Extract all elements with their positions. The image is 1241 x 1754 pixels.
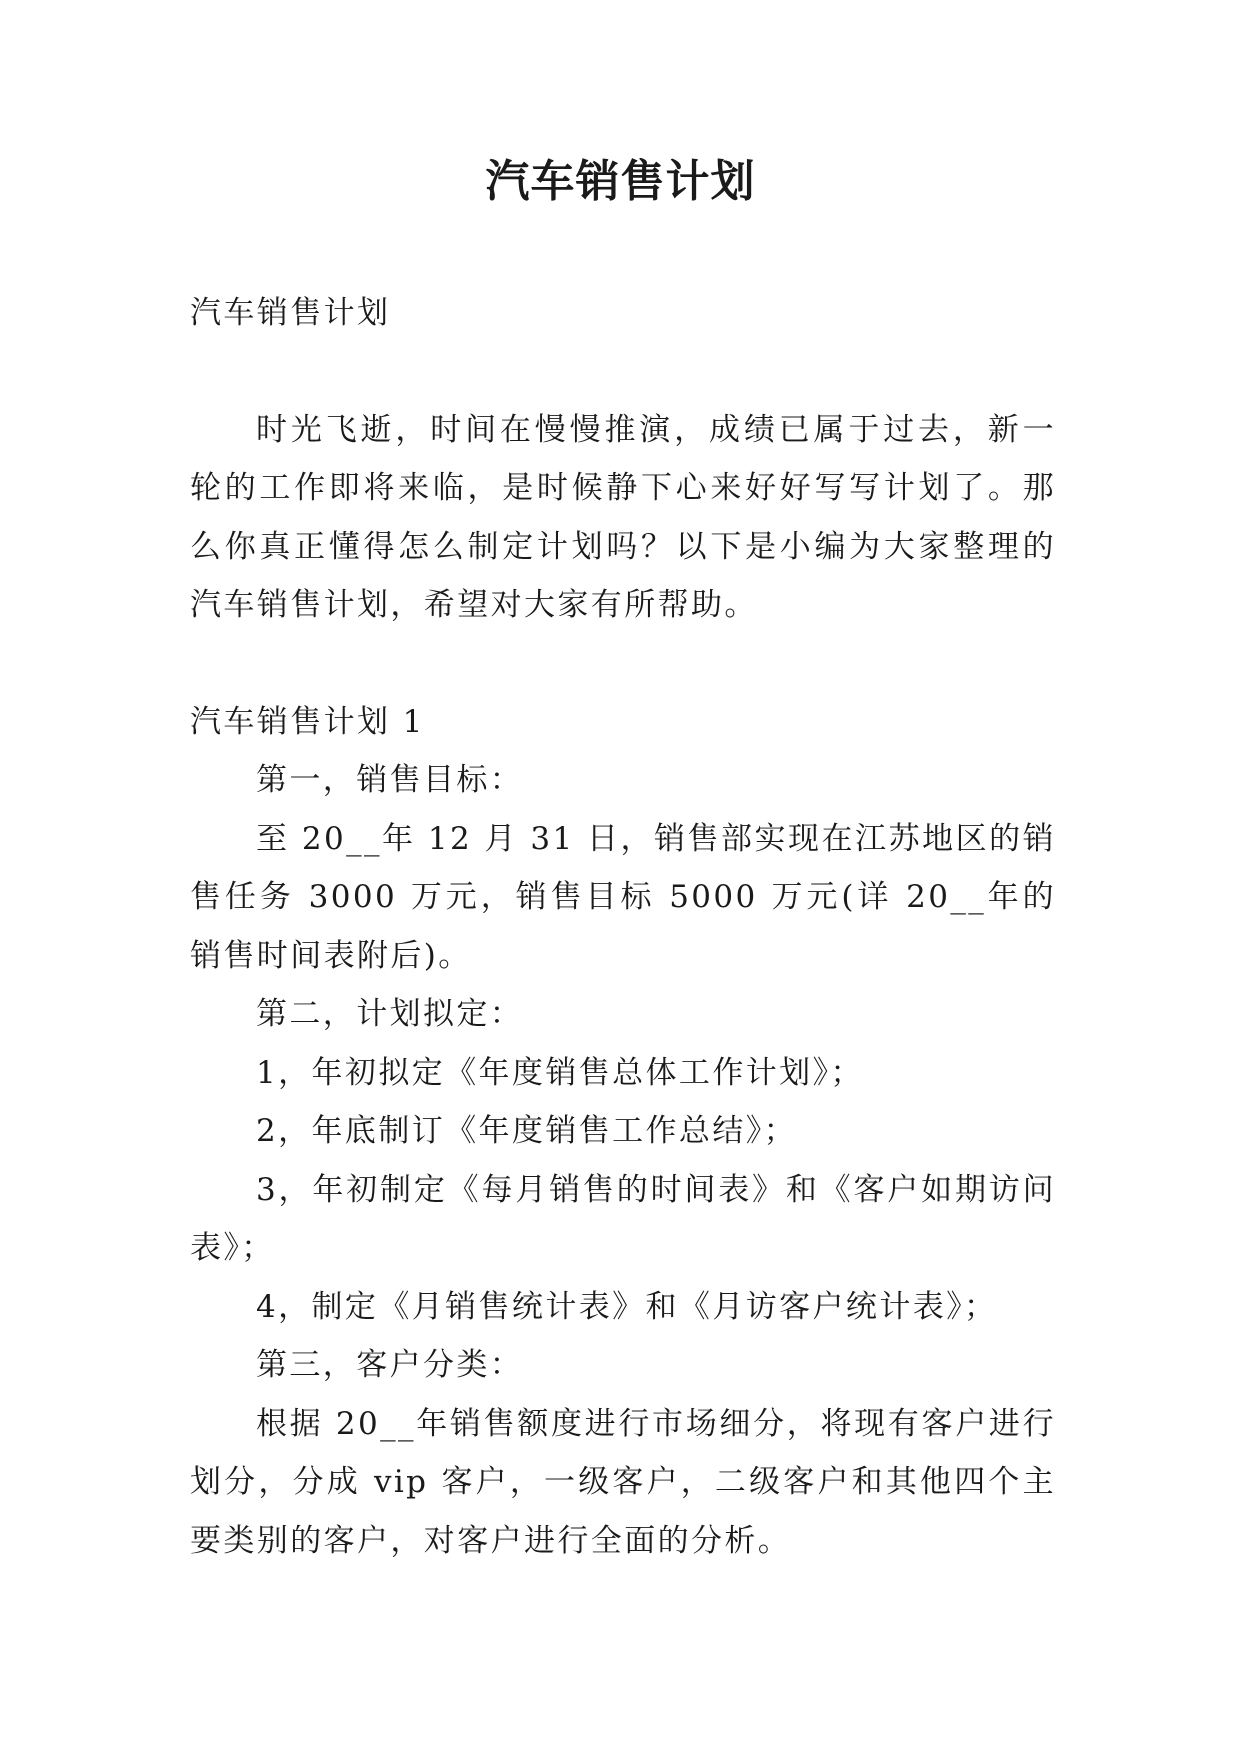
plan-item-2: 2，年底制订《年度销售工作总结》；	[256, 1113, 798, 1149]
plan-item-4: 4，制定《月销售统计表》和《月访客户统计表》；	[256, 1288, 998, 1325]
document-subtitle: 汽车销售计划	[190, 295, 391, 331]
heading-plan-drafting: 第二，计划拟定：	[256, 996, 524, 1032]
plan-item-3: 3，年初制定《每月销售的时间表》和《客户如期访问表》；	[190, 1171, 1056, 1266]
sales-target-paragraph: 至 20__年 12 月 31 日，销售部实现在江苏地区的销售任务 3000 万元，销售目标 5000 万元(详 20__年的销售时间表附后)。	[190, 820, 1056, 974]
heading-sales-target: 第一，销售目标：	[256, 762, 524, 798]
plan-item-1: 1，年初拟定《年度销售总体工作计划》；	[256, 1054, 864, 1091]
section-title: 汽车销售计划 1	[190, 703, 425, 740]
heading-customer-classification: 第三，客户分类：	[256, 1347, 524, 1383]
customer-classification-paragraph: 根据 20__年销售额度进行市场细分，将现有客户进行划分，分成 vip 客户，一级客户，二级客户和其他四个主要类别的客户，对客户进行全面的分析。	[190, 1405, 1056, 1559]
document-body	[190, 284, 1056, 1570]
intro-paragraph: 时光飞逝，时间在慢慢推演，成绩已属于过去，新一轮的工作即将来临，是时候静下心来好好写写计划了。那么你真正懂得怎么制定计划吗？以下是小编为大家整理的汽车销售计划，希望对大家有所帮助。	[190, 411, 1056, 623]
document-title: 汽车销售计划	[485, 156, 756, 207]
